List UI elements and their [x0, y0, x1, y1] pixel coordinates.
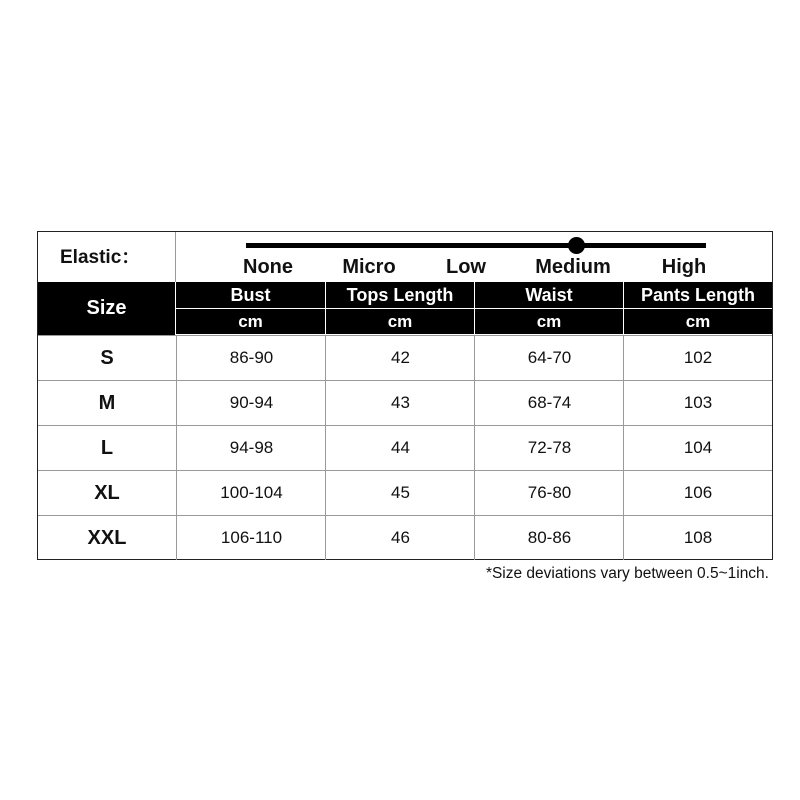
elastic-label: Elastic： — [38, 232, 176, 282]
elastic-scale-bar — [246, 243, 706, 248]
column-header-waist: Waist — [475, 282, 623, 308]
header-divider — [176, 308, 772, 309]
size-cell: S — [100, 347, 114, 369]
tops-length-cell: 43 — [325, 381, 475, 425]
column-unit-bust: cm — [176, 309, 325, 334]
bust-cell: 94-98 — [176, 426, 326, 470]
tops-length-cell: 45 — [325, 471, 475, 515]
elastic-row — [38, 232, 772, 283]
bust-cell: 106-110 — [176, 516, 326, 560]
table-row — [38, 335, 772, 380]
elastic-level-low: Low — [446, 256, 486, 278]
bust-cell: 86-90 — [176, 336, 326, 380]
size-column-header: Size — [38, 282, 175, 335]
tops-length-cell: 42 — [325, 336, 475, 380]
table-row — [38, 425, 772, 470]
size-cell: XXL — [87, 527, 127, 549]
bust-cell: 100-104 — [176, 471, 326, 515]
waist-cell: 76-80 — [474, 471, 624, 515]
bust-cell: 90-94 — [176, 381, 326, 425]
pants-length-cell: 108 — [623, 516, 772, 560]
tops-length-cell: 46 — [325, 516, 475, 560]
column-header-tops-length: Tops Length — [326, 282, 474, 308]
pants-length-cell: 102 — [623, 336, 772, 380]
elastic-scale — [176, 232, 772, 282]
elastic-level-none: None — [243, 256, 293, 278]
waist-cell: 80-86 — [474, 516, 624, 560]
table-row — [38, 515, 772, 560]
table-row — [38, 380, 772, 425]
column-header-pants-length: Pants Length — [624, 282, 772, 308]
size-cell: M — [98, 392, 116, 414]
elastic-level-medium: Medium — [535, 256, 611, 278]
size-cell: XL — [94, 482, 120, 504]
pants-length-cell: 104 — [623, 426, 772, 470]
waist-cell: 64-70 — [474, 336, 624, 380]
waist-cell: 72-78 — [474, 426, 624, 470]
tops-length-cell: 44 — [325, 426, 475, 470]
table-row — [38, 470, 772, 515]
pants-length-cell: 106 — [623, 471, 772, 515]
elastic-level-micro: Micro — [342, 256, 396, 278]
column-unit-tops-length: cm — [326, 309, 474, 334]
waist-cell: 68-74 — [474, 381, 624, 425]
column-unit-waist: cm — [475, 309, 623, 334]
size-deviation-note: *Size deviations vary between 0.5~1inch. — [485, 565, 769, 582]
size-chart-table — [37, 231, 773, 560]
pants-length-cell: 103 — [623, 381, 772, 425]
size-cell: L — [100, 437, 114, 459]
column-header-bust: Bust — [176, 282, 325, 308]
elastic-level-high: High — [661, 256, 707, 278]
column-unit-pants-length: cm — [624, 309, 772, 334]
elastic-selected-marker — [568, 237, 585, 254]
